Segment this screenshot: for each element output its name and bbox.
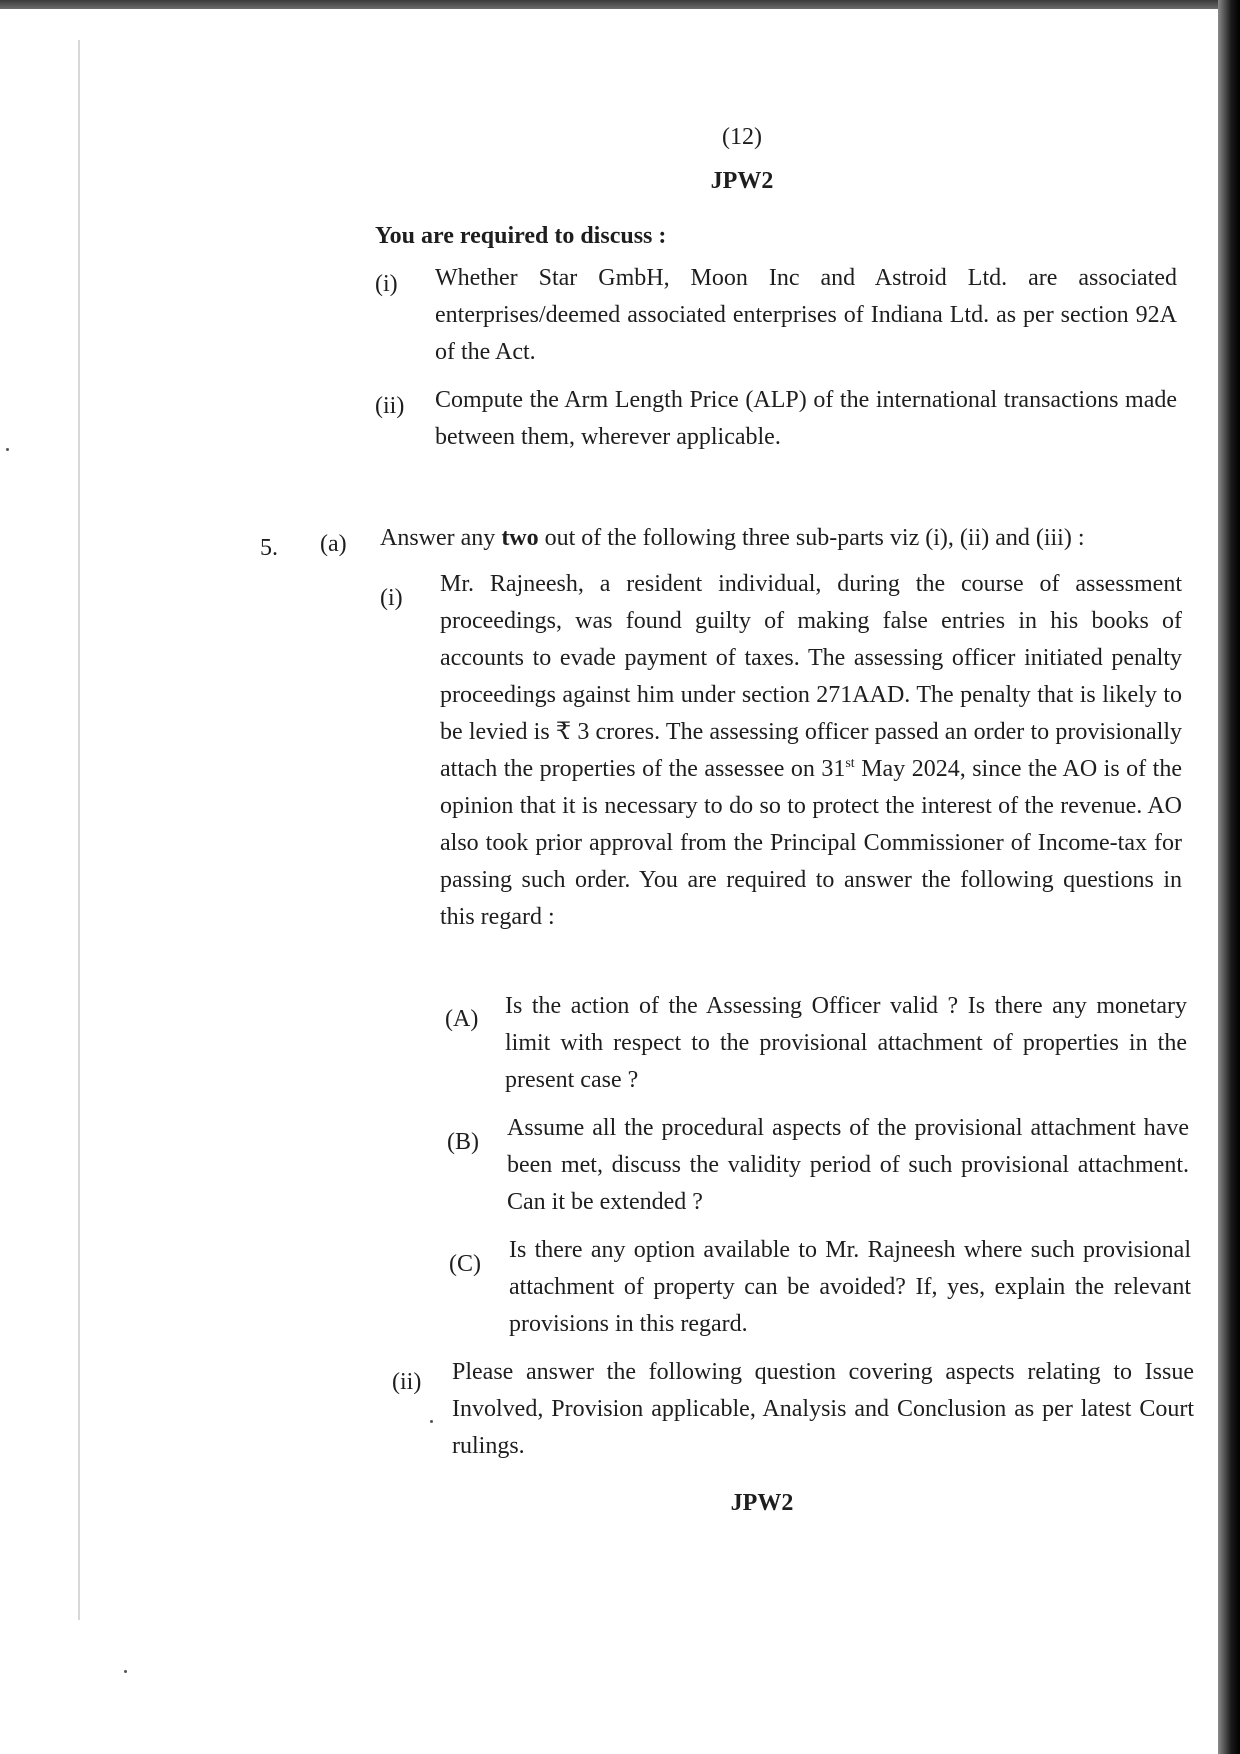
q4-item-text: Compute the Arm Length Price (ALP) of the international transactions made between them, wherever applicable.	[435, 387, 1177, 450]
question-label: (B)	[447, 1129, 479, 1155]
paper-code-top: JPW2	[710, 168, 774, 194]
sub-part-label: (ii)	[392, 1369, 422, 1395]
instruction-bold-word: two	[501, 525, 539, 551]
paper-code-bottom: JPW2	[730, 1490, 794, 1516]
question-label: (C)	[449, 1251, 481, 1277]
q4-item-text: Whether Star GmbH, Moon Inc and Astroid Ltd. are associated enterprises/deemed associated enterprises of Indiana Ltd. as per section 92A of the Act.	[435, 265, 1177, 365]
question-label: (A)	[445, 1006, 479, 1032]
question-number: 5.	[260, 535, 278, 561]
question-text: Is the action of the Assessing Officer valid ? Is there any monetary limit with respect to the provisional attachment of properties in the present case ?	[505, 993, 1187, 1093]
case-text: May 2024, since the AO is of the opinion that it is necessary to do so to protect the interest of the revenue. AO also took prior approval from the Principal Commissioner of Income-tax for passing such order. You are required to answer the following questions in this regard :	[440, 756, 1182, 930]
discuss-heading: You are required to discuss :	[375, 223, 667, 249]
part-a-instruction	[380, 520, 1180, 557]
question-text: Assume all the procedural aspects of the provisional attachment have been met, discuss the validity period of such provisional attachment. Can it be extended ?	[507, 1115, 1189, 1215]
q4-item-label: (ii)	[375, 393, 405, 419]
instruction-text: out of the following three sub-parts viz (i), (ii) and (iii) :	[538, 525, 1085, 551]
q4-item-label: (i)	[375, 271, 398, 297]
scan-right-edge	[1218, 0, 1240, 1754]
page-number: (12)	[722, 124, 762, 150]
instruction-text: Answer any	[380, 525, 502, 551]
part-a-label: (a)	[320, 531, 347, 557]
question-text: Is there any option available to Mr. Rajneesh where such provisional attachment of property can be avoided? If, yes, explain the relevant provisions in this regard.	[509, 1237, 1191, 1337]
sub-part-ii-text: Please answer the following question covering aspects relating to Issue Involved, Provision applicable, Analysis and Conclusion as per latest Court rulings.	[452, 1359, 1194, 1459]
sub-part-i-text	[440, 566, 1182, 936]
scan-speck	[6, 448, 9, 451]
scan-speck	[430, 1420, 433, 1423]
sub-part-label: (i)	[380, 585, 403, 611]
case-text: Mr. Rajneesh, a resident individual, during the course of assessment proceedings, was found guilty of making false entries in his books of accounts to evade payment of taxes. The assessing officer initiated penalty proceedings against him under section 271AAD. The penalty that is likely to be levied is ₹ 3 crores. The assessing officer passed an order to provisionally attach the properties of the assessee on 31	[440, 571, 1182, 782]
scan-speck	[124, 1670, 127, 1673]
ordinal-suffix: st	[845, 756, 855, 771]
